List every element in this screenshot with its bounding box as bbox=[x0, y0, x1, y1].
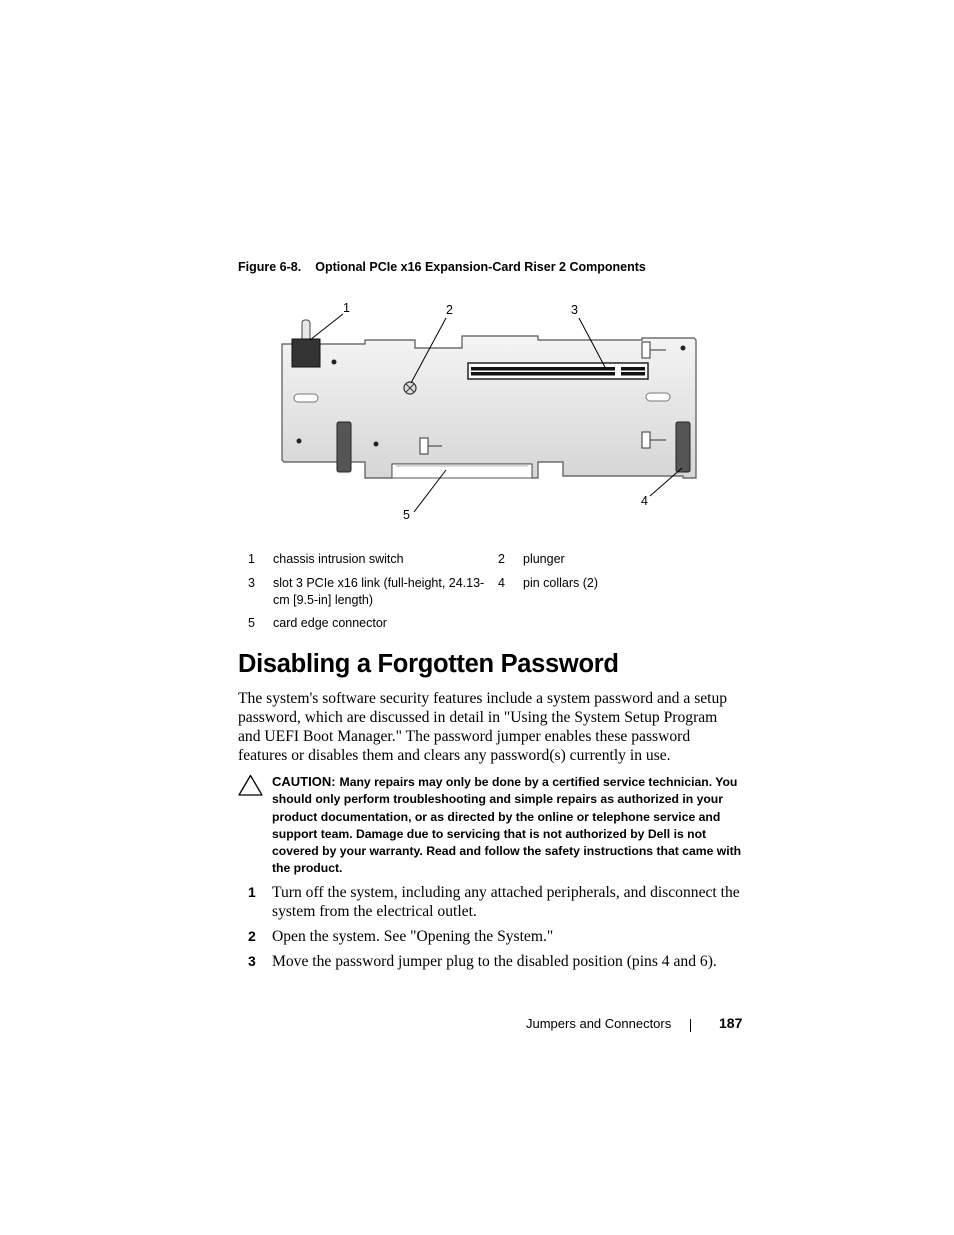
step-text: Move the password jumper plug to the disabled position (pins 4 and 6). bbox=[272, 953, 717, 970]
callout-5: 5 bbox=[403, 508, 410, 522]
step-number: 1 bbox=[248, 884, 256, 900]
legend-text: plunger bbox=[523, 552, 565, 566]
figure-label: Figure 6-8. bbox=[238, 260, 302, 274]
legend-number: 4 bbox=[498, 576, 505, 590]
step-number: 2 bbox=[248, 928, 256, 944]
caution-notice bbox=[272, 773, 742, 878]
legend-number: 3 bbox=[248, 576, 255, 590]
step-text: Turn off the system, including any attached peripherals, and disconnect the system from the electrical outlet. bbox=[272, 884, 740, 920]
caution-label: CAUTION: bbox=[272, 774, 336, 789]
riser-diagram bbox=[270, 296, 710, 528]
caution-icon bbox=[238, 774, 263, 796]
legend-text: card edge connector bbox=[273, 616, 387, 630]
callout-3: 3 bbox=[571, 303, 578, 317]
figure-caption bbox=[238, 260, 646, 274]
pin-collar-right bbox=[676, 422, 690, 472]
legend-text: pin collars (2) bbox=[523, 576, 599, 590]
caution-text: Many repairs may only be done by a certified service technician. You should only perform troubleshooting and simple repairs as authorized in your product documentation, or as directed by the online or telephone service and support team. Damage due to servicing that is not authorized by Dell is not covered by your warranty. Read and follow the safety instructions that came with the product. bbox=[272, 775, 742, 876]
section-title: Disabling a Forgotten Password bbox=[238, 650, 619, 678]
step-text: Open the system. See "Opening the System." bbox=[272, 928, 554, 945]
callout-1: 1 bbox=[343, 301, 350, 315]
legend-number: 2 bbox=[498, 552, 505, 566]
figure-title: Optional PCIe x16 Expansion-Card Riser 2 Components bbox=[315, 260, 646, 274]
pin-collar-left bbox=[337, 422, 351, 472]
legend-text: slot 3 PCIe x16 link (full-height, 24.13-cm [9.5-in] length) bbox=[273, 576, 485, 607]
pcie-slot bbox=[468, 363, 648, 379]
callout-4: 4 bbox=[641, 494, 648, 508]
legend-number: 1 bbox=[248, 552, 255, 566]
step-number: 3 bbox=[248, 953, 256, 969]
legend-number: 5 bbox=[248, 616, 255, 630]
page-number: 187 bbox=[719, 1015, 743, 1031]
intro-paragraph: The system's software security features include a system password and a setup password, which are discussed in detail in "Using the System Setup Program and UEFI Boot Manager." The password jumper enables these password features or disables them and clears any password(s) currently in use. bbox=[238, 690, 728, 764]
intrusion-switch bbox=[292, 339, 320, 367]
leader-line-1 bbox=[310, 314, 343, 340]
footer-section-title: Jumpers and Connectors bbox=[526, 1016, 672, 1031]
footer-divider bbox=[690, 1019, 691, 1032]
legend-text: chassis intrusion switch bbox=[273, 552, 404, 566]
callout-2: 2 bbox=[446, 303, 453, 317]
